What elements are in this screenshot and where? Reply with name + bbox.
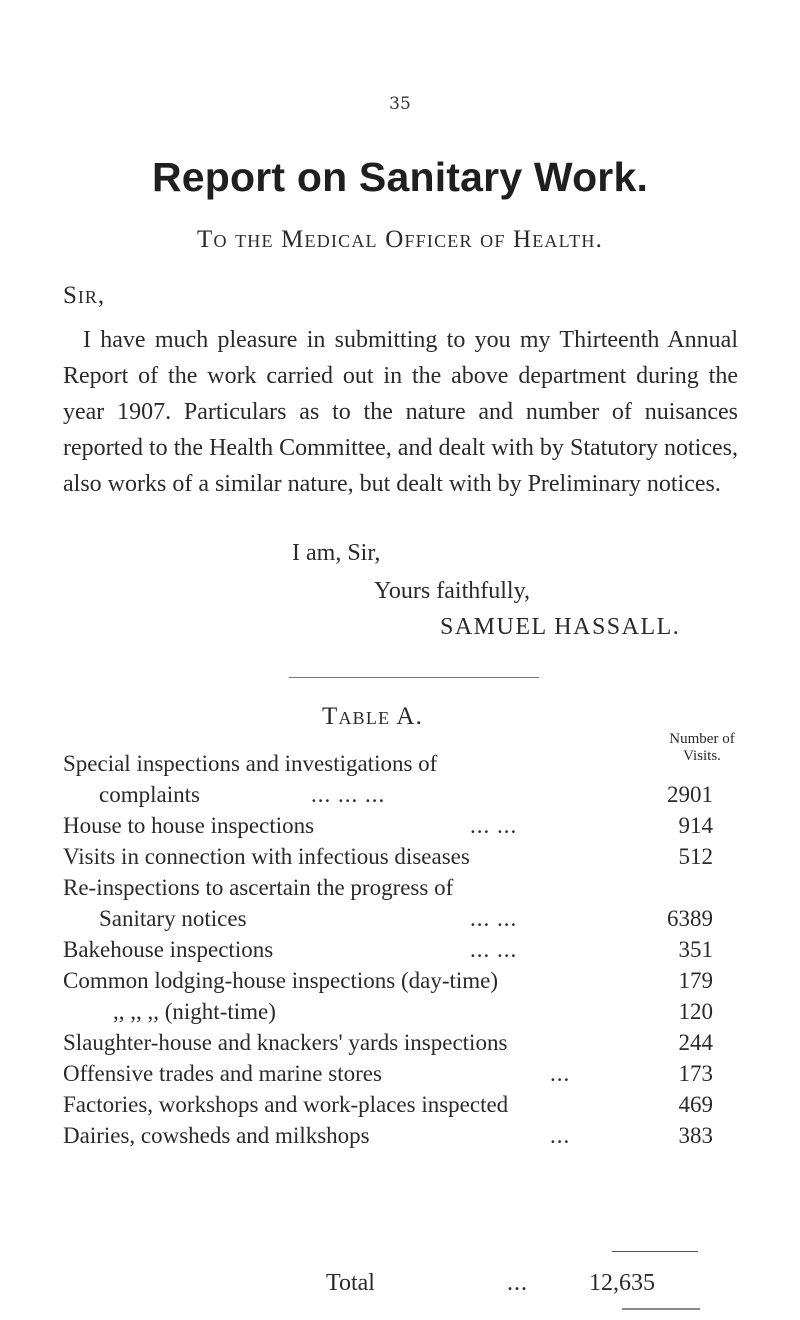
row-value: 383 xyxy=(678,1123,713,1148)
closing-line-2: Yours faithfully, xyxy=(374,578,531,604)
table-row xyxy=(63,1089,783,1120)
visits-table xyxy=(63,748,783,1151)
row-value: 512 xyxy=(678,844,713,869)
table-row xyxy=(63,748,783,779)
addressee-line: To the Medical Officer of Health. xyxy=(196,226,604,253)
row-label: Offensive trades and marine stores xyxy=(63,1061,382,1086)
table-row xyxy=(63,903,783,934)
row-label: Dairies, cowsheds and milkshops xyxy=(63,1123,370,1148)
table-row xyxy=(63,1027,783,1058)
row-leader-dots: ... xyxy=(550,1123,571,1148)
row-value: 914 xyxy=(678,813,713,838)
row-value: 2901 xyxy=(667,782,713,807)
row-label: Re-inspections to ascertain the progress of xyxy=(63,875,454,900)
column-header-line-2: Visits. xyxy=(683,748,721,764)
total-value: 12,635 xyxy=(589,1270,655,1296)
total-row xyxy=(0,1266,800,1300)
row-label: ,, ,, ,, (night-time) xyxy=(113,999,276,1024)
row-leader-dots: ... ... xyxy=(470,906,518,931)
table-row xyxy=(63,1058,783,1089)
table-row xyxy=(63,872,783,903)
row-value: 6389 xyxy=(667,906,713,931)
closing-line-1: I am, Sir, xyxy=(292,540,381,566)
row-value: 173 xyxy=(678,1061,713,1086)
row-label: Common lodging-house inspections (day-time) xyxy=(63,968,499,993)
total-leader-dots: ... xyxy=(507,1270,528,1296)
column-header-line-1: Number of xyxy=(669,731,735,747)
row-label: Visits in connection with infectious diseases xyxy=(63,844,470,869)
letter-body: I have much pleasure in submitting to you my Thirteenth Annual Report of the work carried out in the above department during the year 1907. Particulars as to the nature and number of nuisances reported to the Health Committee, and dealt with by Statutory notices, also works of a similar nature, but dealt with by Preliminary notices. xyxy=(63,327,738,497)
table-row xyxy=(63,934,783,965)
row-label: House to house inspections xyxy=(63,813,315,838)
row-value: 120 xyxy=(678,999,713,1024)
row-label: Sanitary notices xyxy=(99,906,247,931)
table-row xyxy=(63,1120,783,1151)
table-row xyxy=(63,810,783,841)
salutation: Sir, xyxy=(63,282,106,309)
row-value: 179 xyxy=(678,968,713,993)
table-row xyxy=(63,996,783,1027)
row-label: Factories, workshops and work-places inspected xyxy=(63,1092,509,1117)
row-label: complaints xyxy=(99,782,200,807)
section-divider xyxy=(289,677,539,678)
table-row xyxy=(63,965,783,996)
row-leader-dots: ... xyxy=(550,1061,571,1086)
table-title: Table A. xyxy=(322,703,424,730)
row-leader-dots: ... ... ... xyxy=(311,782,386,807)
bottom-rule xyxy=(622,1308,700,1310)
table-row xyxy=(63,841,783,872)
signature: SAMUEL HASSALL. xyxy=(440,614,681,640)
total-rule xyxy=(612,1251,698,1252)
row-label: Special inspections and investigations of xyxy=(63,751,438,776)
row-leader-dots: ... ... xyxy=(470,937,518,962)
total-label: Total xyxy=(326,1270,375,1296)
report-heading: Report on Sanitary Work. xyxy=(151,154,649,200)
row-value: 469 xyxy=(678,1092,713,1117)
row-value: 244 xyxy=(678,1030,713,1055)
page-number: 35 xyxy=(389,94,411,114)
row-label: Bakehouse inspections xyxy=(63,937,274,962)
row-value: 351 xyxy=(678,937,713,962)
row-leader-dots: ... ... xyxy=(470,813,518,838)
table-row xyxy=(63,779,783,810)
row-label: Slaughter-house and knackers' yards inspections xyxy=(63,1030,508,1055)
